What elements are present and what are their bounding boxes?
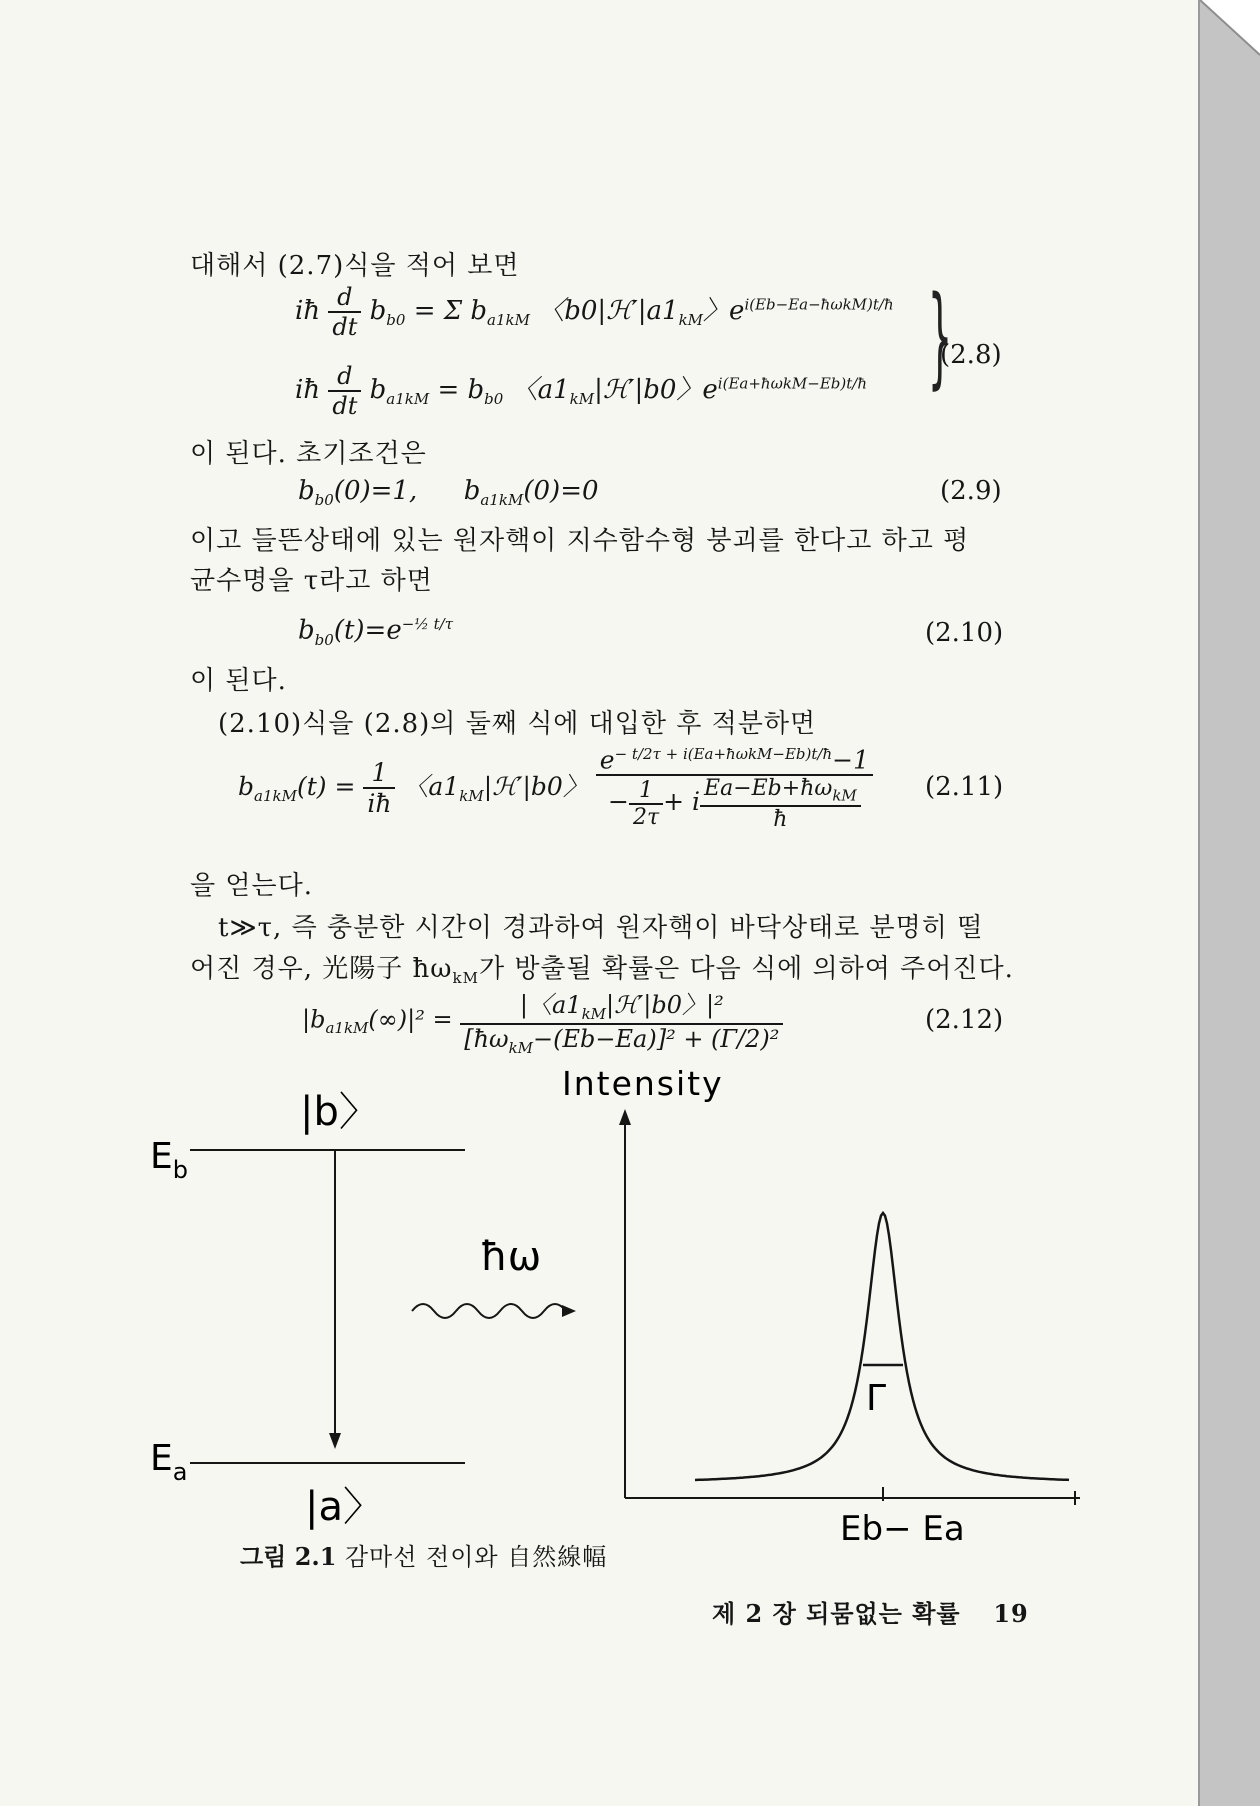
eq-dt: dt — [332, 392, 358, 420]
eq-ihbar: iħ — [295, 375, 321, 405]
eq-sub: kM — [842, 295, 868, 314]
eq-b: b — [463, 476, 481, 506]
eq-2tau: 2τ — [632, 805, 660, 831]
level-b-label: $E_b$ — [150, 1136, 188, 1184]
para-text-rest: 가 방출될 확률은 다음 식에 의하여 주어진다. — [478, 954, 1014, 984]
eq-sub: b0 — [314, 491, 334, 510]
eq-num: |〈a1 — [519, 991, 582, 1019]
ket-b-label: |b〉 — [300, 1089, 379, 1135]
eq-exp: i(Ea+ħω — [717, 374, 783, 393]
eq-b: b — [369, 296, 387, 326]
eq-matrix: 〈b0|ℋ′|a1 — [538, 296, 679, 326]
para-sub: kM — [452, 969, 479, 988]
eq-ihbar: iħ — [367, 789, 392, 819]
eq-rhs: = Σ b — [413, 296, 488, 326]
intro-text: 대해서 (2.7)식을 적어 보면 — [190, 251, 520, 281]
after-2-8-text: 이 된다. 초기조건은 — [190, 439, 427, 469]
eq-minus: − — [608, 787, 629, 817]
x-axis-label: Eb− Ea — [840, 1509, 965, 1549]
page-number: 19 — [993, 1599, 1029, 1628]
eq-exp-end: )t/ħ — [867, 295, 894, 314]
substitution-text: (2.10)식을 (2.8)의 둘째 식에 대입한 후 적분하면 — [218, 709, 817, 739]
eq-number-2-9: (2.9) — [940, 476, 1002, 506]
eq-2-11-lhs: (t) = — [296, 771, 356, 801]
eq-number-2-12: (2.12) — [925, 1005, 1004, 1035]
eq-one: 1 — [363, 758, 395, 789]
eq-number-2-8: (2.8) — [940, 340, 1002, 370]
eq-matrix: 〈a1 — [403, 771, 460, 801]
eq-den-end: −(Eb−Ea)]² + (Γ/2)² — [533, 1024, 780, 1053]
eq-energy: Ea−Eb+ħω — [704, 776, 833, 802]
eq-sub: kM — [782, 374, 808, 393]
caption-text: 감마선 전이와 自然線幅 — [344, 1543, 608, 1571]
eq-matrix: 〈a1 — [511, 375, 570, 405]
eq-dt: dt — [332, 313, 358, 341]
eq-2-9-b: (0)=0 — [523, 476, 599, 506]
eq-d: d — [328, 362, 361, 392]
eq-sub: b0 — [314, 630, 334, 649]
eq-sub: kM — [569, 390, 595, 409]
chapter-title: 제 2 장 되뭄없는 확률 — [712, 1599, 961, 1628]
eq-matrix-end: 〉e — [703, 296, 745, 326]
caption-label: 그림 2.1 — [240, 1542, 337, 1571]
y-axis-label: Intensity — [562, 1064, 724, 1103]
eq-sub: a1kM — [480, 491, 524, 510]
eq-exp: −½ t/τ — [401, 615, 453, 633]
after-2-10-text: 이 된다. — [190, 666, 287, 696]
eq-sub: kM — [459, 786, 484, 805]
eq-b: b — [298, 476, 315, 506]
eq-sub: a1kM — [254, 786, 297, 805]
eq-hbar: ħ — [773, 806, 788, 832]
photon-label: ħω — [480, 1234, 542, 1280]
eq-tail: −1 — [832, 745, 869, 775]
eq-one: 1 — [629, 778, 663, 805]
para-text: 어진 경우, 光陽子 ħω — [190, 954, 453, 984]
eq-num-end: |ℋ′|b0〉|² — [606, 991, 724, 1019]
eq-matrix-end: |ℋ′|b0〉 — [483, 771, 588, 801]
after-2-9-line-1: 이고 들뜬상태에 있는 원자핵이 지수함수형 붕괴를 한다고 하고 평 — [190, 526, 970, 556]
eq-sub: a1kM — [487, 311, 530, 330]
eq-sub: kM — [832, 786, 857, 805]
eq-b: b — [238, 771, 255, 801]
eq-exp: − t/2τ + i(Ea+ħω — [614, 745, 748, 763]
eq-rhs: = b — [437, 375, 485, 405]
eq-ihbar: iħ — [295, 296, 321, 326]
eq-sub: a1kM — [325, 1019, 369, 1038]
level-a-label: $E_a$ — [150, 1438, 188, 1486]
eq-matrix-end: |ℋ′|b0〉e — [594, 375, 718, 405]
eq-d: d — [328, 283, 361, 313]
eq-b: b — [298, 615, 315, 646]
paragraph-line-1: t≫τ, 즉 충분한 시간이 경과하여 원자핵이 바닥상태로 분명히 떨 — [218, 913, 984, 943]
eq-abs: |b — [302, 1005, 326, 1034]
brace-icon: } — [927, 272, 953, 400]
eq-number-2-10: (2.10) — [925, 618, 1004, 648]
eq-sub: b0 — [484, 390, 504, 409]
ket-a-label: |a〉 — [305, 1484, 383, 1530]
eq-b: b — [369, 375, 387, 405]
eq-e: e — [599, 745, 615, 775]
eq-sub: b0 — [386, 311, 406, 330]
eq-number-2-11: (2.11) — [925, 772, 1004, 802]
after-2-9-line-2: 균수명을 τ라고 하면 — [190, 566, 433, 596]
eq-2-10-lhs: (t)=e — [333, 615, 402, 646]
eq-den: [ħω — [464, 1024, 509, 1053]
eq-sub: a1kM — [386, 390, 430, 409]
eq-sub: kM — [747, 745, 773, 763]
eq-exp-end: −Eb)t/ħ — [772, 745, 833, 763]
eq-sub: kM — [508, 1038, 534, 1057]
eq-plus-i: + i — [663, 787, 701, 817]
after-2-11-text: 을 얻는다. — [190, 871, 313, 901]
gamma-label: Γ — [866, 1378, 887, 1419]
eq-exp: i(Eb−Ea−ħω — [744, 295, 843, 314]
page-side-shadow — [1200, 0, 1260, 1806]
eq-2-9-a: (0)=1, — [333, 476, 418, 506]
eq-sub: kM — [581, 1004, 607, 1023]
eq-2-12-lhs: (∞)|² = — [368, 1005, 453, 1034]
eq-sub: kM — [678, 311, 704, 330]
eq-exp-end: −Eb)t/ħ — [807, 374, 867, 393]
